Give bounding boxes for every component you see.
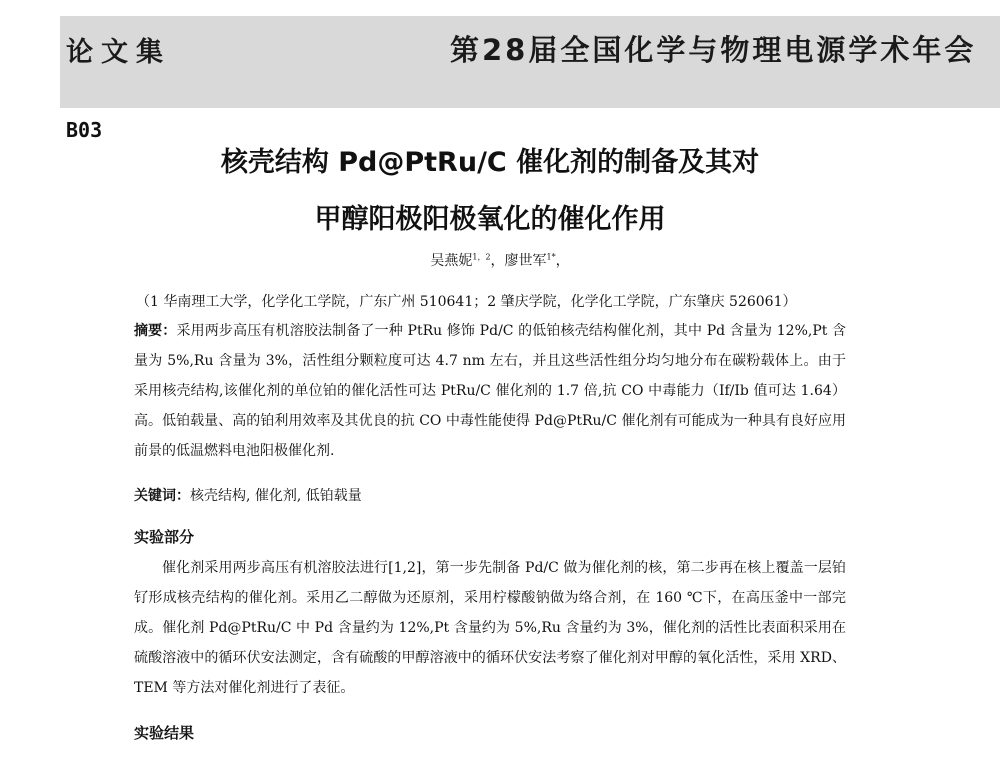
author-end: ， bbox=[555, 253, 570, 269]
author-separator: ， bbox=[490, 253, 505, 269]
affiliation: （1 华南理工大学，化学化工学院，广东广州 510641；2 肇庆学院，化学化工学院，广东肇庆 526061） bbox=[136, 294, 797, 310]
proceedings-label: 论文集 bbox=[66, 37, 171, 68]
abstract-text: 采用两步高压有机溶胶法制备了一种 PtRu 修饰 Pd/C 的低铂核壳结构催化剂，其中 Pd 含量为 12%,Pt 含量为 5%,Ru 含量为 3%，活性组分颗粒度可达 4.7 nm 左右，并且这些活性组分均匀地分布在碳粉载体上。由于采用核壳结构,该催化剂的单位铂的催化活性可达 PtRu/C 催化剂的 1.7 倍,抗 CO 中毒能力（If/Ib 值可达 1.64）高。低铂载量、高的铂利用效率及其优良的抗 CO 中毒性能使得 Pd@PtRu/C 催化剂有可能成为一种具有良好应用前景的低温燃料电池阳极催化剂. bbox=[134, 323, 846, 459]
author-1: 吴燕妮 bbox=[430, 253, 473, 269]
keywords-text: 核壳结构, 催化剂, 低铂载量 bbox=[190, 488, 362, 504]
section-heading-results: 实验结果 bbox=[134, 724, 195, 742]
section-heading-method: 实验部分 bbox=[134, 528, 195, 546]
keywords bbox=[134, 481, 846, 511]
author-2: 廖世军 bbox=[504, 253, 547, 269]
paper-title-line-2: 甲醇阳极阳极氧化的催化作用 bbox=[314, 204, 666, 235]
author-1-affil: 1，2 bbox=[472, 252, 491, 262]
authors bbox=[0, 250, 1000, 270]
author-2-affil: 1* bbox=[546, 252, 556, 262]
conference-title: 第28届全国化学与物理电源学术年会 bbox=[450, 33, 977, 67]
method-text: 催化剂采用两步高压有机溶胶法进行[1,2]，第一步先制备 Pd/C 做为催化剂的核，第二步再在核上覆盖一层铂钌形成核壳结构的催化剂。采用乙二醇做为还原剂，采用柠檬酸钠做为络合剂，在 160 ℃下，在高压釜中一部完成。催化剂 Pd@PtRu/C 中 Pd 含量约为 12%,Pt 含量约为 5%,Ru 含量约为 3%，催化剂的活性比表面积采用在硫酸溶液中的循环伏安法测定，含有硫酸的甲醇溶液中的循环伏安法考察了催化剂对甲醇的氧化活性，采用 XRD、TEM 等方法对催化剂进行了表征。 bbox=[134, 560, 846, 696]
paper-title-line-1: 核壳结构 Pd@PtRu/C 催化剂的制备及其对 bbox=[220, 147, 760, 178]
abstract bbox=[134, 316, 846, 466]
abstract-label: 摘要： bbox=[134, 323, 177, 339]
paper-code: B03 bbox=[66, 118, 103, 142]
keywords-label: 关键词： bbox=[134, 488, 190, 504]
